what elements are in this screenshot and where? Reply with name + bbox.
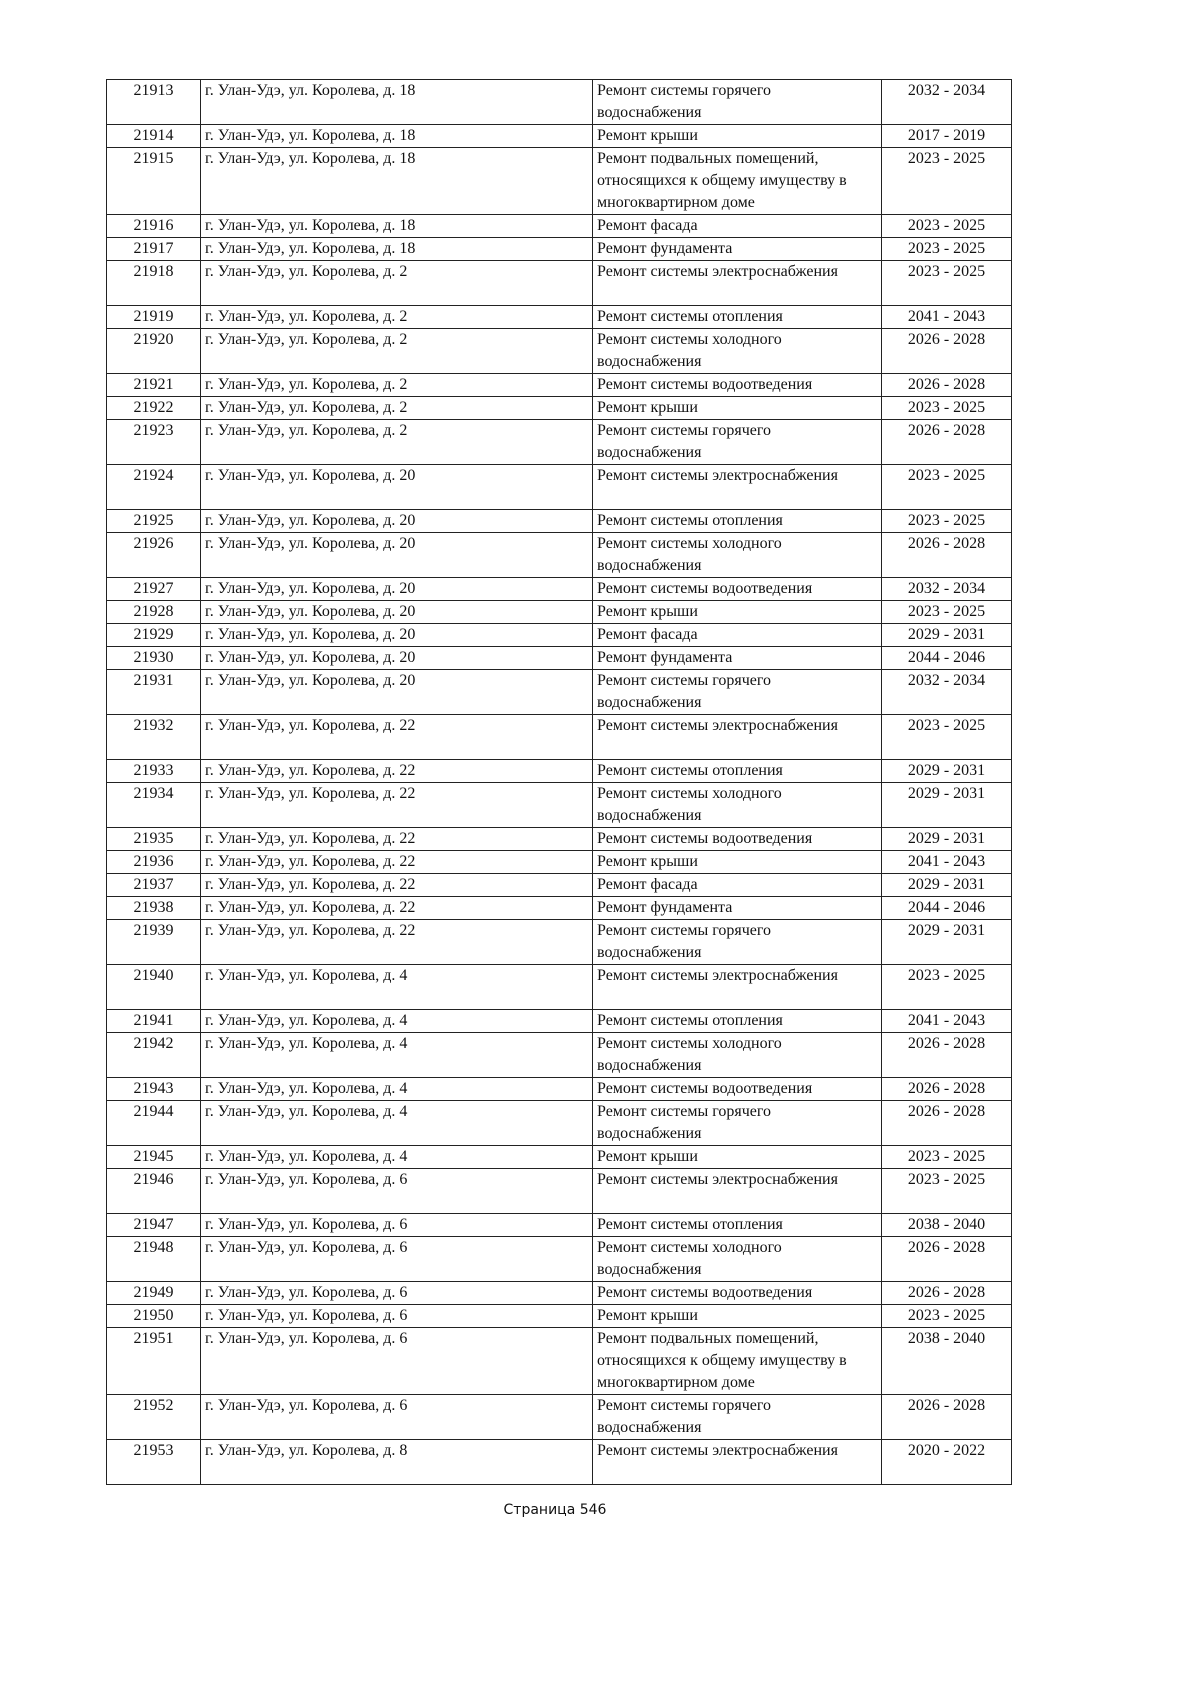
work-type-cell: Ремонт фундамента <box>593 647 882 670</box>
row-number-cell: 21923 <box>107 420 201 465</box>
table-row <box>107 1328 1012 1395</box>
address-cell: г. Улан-Удэ, ул. Королева, д. 22 <box>201 828 593 851</box>
table-row <box>107 578 1012 601</box>
table-row <box>107 1169 1012 1214</box>
address-cell: г. Улан-Удэ, ул. Королева, д. 22 <box>201 783 593 828</box>
table-row <box>107 874 1012 897</box>
row-number-cell: 21937 <box>107 874 201 897</box>
row-number-cell: 21927 <box>107 578 201 601</box>
period-cell: 2023 - 2025 <box>882 965 1012 1010</box>
period-cell: 2041 - 2043 <box>882 306 1012 329</box>
address-cell: г. Улан-Удэ, ул. Королева, д. 22 <box>201 920 593 965</box>
table-row <box>107 329 1012 374</box>
address-cell: г. Улан-Удэ, ул. Королева, д. 2 <box>201 420 593 465</box>
address-cell: г. Улан-Удэ, ул. Королева, д. 22 <box>201 897 593 920</box>
row-number-cell: 21938 <box>107 897 201 920</box>
period-cell: 2038 - 2040 <box>882 1328 1012 1395</box>
work-type-cell: Ремонт системы электроснабжения <box>593 465 882 510</box>
row-number-cell: 21921 <box>107 374 201 397</box>
period-cell: 2023 - 2025 <box>882 715 1012 760</box>
row-number-cell: 21935 <box>107 828 201 851</box>
table-row <box>107 397 1012 420</box>
period-cell: 2029 - 2031 <box>882 828 1012 851</box>
work-type-cell: Ремонт системы электроснабжения <box>593 261 882 306</box>
work-type-cell: Ремонт системы горячего водоснабжения <box>593 670 882 715</box>
period-cell: 2029 - 2031 <box>882 874 1012 897</box>
period-cell: 2023 - 2025 <box>882 1305 1012 1328</box>
row-number-cell: 21915 <box>107 148 201 215</box>
row-number-cell: 21948 <box>107 1237 201 1282</box>
work-type-cell: Ремонт системы холодного водоснабжения <box>593 533 882 578</box>
period-cell: 2023 - 2025 <box>882 261 1012 306</box>
row-number-cell: 21942 <box>107 1033 201 1078</box>
row-number-cell: 21945 <box>107 1146 201 1169</box>
table-row <box>107 1237 1012 1282</box>
period-cell: 2026 - 2028 <box>882 1282 1012 1305</box>
work-type-cell: Ремонт системы водоотведения <box>593 1078 882 1101</box>
work-type-cell: Ремонт системы отопления <box>593 306 882 329</box>
row-number-cell: 21929 <box>107 624 201 647</box>
period-cell: 2026 - 2028 <box>882 374 1012 397</box>
address-cell: г. Улан-Удэ, ул. Королева, д. 18 <box>201 125 593 148</box>
work-type-cell: Ремонт системы водоотведения <box>593 374 882 397</box>
row-number-cell: 21931 <box>107 670 201 715</box>
address-cell: г. Улан-Удэ, ул. Королева, д. 22 <box>201 760 593 783</box>
address-cell: г. Улан-Удэ, ул. Королева, д. 4 <box>201 1078 593 1101</box>
table-row <box>107 783 1012 828</box>
work-type-cell: Ремонт фасада <box>593 624 882 647</box>
row-number-cell: 21926 <box>107 533 201 578</box>
period-cell: 2044 - 2046 <box>882 897 1012 920</box>
period-cell: 2023 - 2025 <box>882 601 1012 624</box>
period-cell: 2023 - 2025 <box>882 510 1012 533</box>
work-type-cell: Ремонт фундамента <box>593 238 882 261</box>
table-row <box>107 80 1012 125</box>
table-row <box>107 510 1012 533</box>
address-cell: г. Улан-Удэ, ул. Королева, д. 2 <box>201 306 593 329</box>
row-number-cell: 21944 <box>107 1101 201 1146</box>
row-number-cell: 21917 <box>107 238 201 261</box>
row-number-cell: 21952 <box>107 1395 201 1440</box>
table-row <box>107 215 1012 238</box>
table-row <box>107 374 1012 397</box>
period-cell: 2044 - 2046 <box>882 647 1012 670</box>
work-type-cell: Ремонт крыши <box>593 397 882 420</box>
work-type-cell: Ремонт подвальных помещений, относящихся к общему имуществу в многоквартирном доме <box>593 1328 882 1395</box>
row-number-cell: 21914 <box>107 125 201 148</box>
table-row <box>107 420 1012 465</box>
row-number-cell: 21918 <box>107 261 201 306</box>
period-cell: 2026 - 2028 <box>882 533 1012 578</box>
period-cell: 2023 - 2025 <box>882 397 1012 420</box>
table-row <box>107 148 1012 215</box>
address-cell: г. Улан-Удэ, ул. Королева, д. 20 <box>201 670 593 715</box>
table-row <box>107 1078 1012 1101</box>
address-cell: г. Улан-Удэ, ул. Королева, д. 20 <box>201 510 593 533</box>
address-cell: г. Улан-Удэ, ул. Королева, д. 6 <box>201 1395 593 1440</box>
table-row <box>107 1395 1012 1440</box>
table-row <box>107 306 1012 329</box>
work-type-cell: Ремонт системы электроснабжения <box>593 1440 882 1485</box>
period-cell: 2038 - 2040 <box>882 1214 1012 1237</box>
work-type-cell: Ремонт крыши <box>593 601 882 624</box>
address-cell: г. Улан-Удэ, ул. Королева, д. 20 <box>201 533 593 578</box>
address-cell: г. Улан-Удэ, ул. Королева, д. 6 <box>201 1305 593 1328</box>
period-cell: 2017 - 2019 <box>882 125 1012 148</box>
period-cell: 2041 - 2043 <box>882 851 1012 874</box>
table-row <box>107 851 1012 874</box>
table-row <box>107 1282 1012 1305</box>
row-number-cell: 21946 <box>107 1169 201 1214</box>
address-cell: г. Улан-Удэ, ул. Королева, д. 20 <box>201 647 593 670</box>
table-row <box>107 1305 1012 1328</box>
row-number-cell: 21949 <box>107 1282 201 1305</box>
row-number-cell: 21930 <box>107 647 201 670</box>
table-row <box>107 760 1012 783</box>
period-cell: 2029 - 2031 <box>882 760 1012 783</box>
row-number-cell: 21941 <box>107 1010 201 1033</box>
address-cell: г. Улан-Удэ, ул. Королева, д. 18 <box>201 148 593 215</box>
table-row <box>107 920 1012 965</box>
work-type-cell: Ремонт подвальных помещений, относящихся к общему имуществу в многоквартирном доме <box>593 148 882 215</box>
address-cell: г. Улан-Удэ, ул. Королева, д. 22 <box>201 715 593 760</box>
period-cell: 2026 - 2028 <box>882 1033 1012 1078</box>
period-cell: 2023 - 2025 <box>882 1146 1012 1169</box>
work-type-cell: Ремонт крыши <box>593 851 882 874</box>
row-number-cell: 21951 <box>107 1328 201 1395</box>
table-row <box>107 624 1012 647</box>
table-row <box>107 1214 1012 1237</box>
address-cell: г. Улан-Удэ, ул. Королева, д. 2 <box>201 374 593 397</box>
work-type-cell: Ремонт системы отопления <box>593 510 882 533</box>
period-cell: 2026 - 2028 <box>882 329 1012 374</box>
period-cell: 2032 - 2034 <box>882 80 1012 125</box>
address-cell: г. Улан-Удэ, ул. Королева, д. 22 <box>201 874 593 897</box>
address-cell: г. Улан-Удэ, ул. Королева, д. 18 <box>201 215 593 238</box>
period-cell: 2026 - 2028 <box>882 1078 1012 1101</box>
period-cell: 2026 - 2028 <box>882 1237 1012 1282</box>
address-cell: г. Улан-Удэ, ул. Королева, д. 4 <box>201 1101 593 1146</box>
address-cell: г. Улан-Удэ, ул. Королева, д. 2 <box>201 397 593 420</box>
work-type-cell: Ремонт системы водоотведения <box>593 578 882 601</box>
table-row <box>107 1440 1012 1485</box>
period-cell: 2029 - 2031 <box>882 624 1012 647</box>
period-cell: 2023 - 2025 <box>882 1169 1012 1214</box>
work-type-cell: Ремонт системы отопления <box>593 1010 882 1033</box>
table-row <box>107 1146 1012 1169</box>
period-cell: 2026 - 2028 <box>882 1395 1012 1440</box>
table-row <box>107 897 1012 920</box>
row-number-cell: 21934 <box>107 783 201 828</box>
row-number-cell: 21943 <box>107 1078 201 1101</box>
address-cell: г. Улан-Удэ, ул. Королева, д. 18 <box>201 80 593 125</box>
row-number-cell: 21947 <box>107 1214 201 1237</box>
row-number-cell: 21940 <box>107 965 201 1010</box>
row-number-cell: 21932 <box>107 715 201 760</box>
address-cell: г. Улан-Удэ, ул. Королева, д. 22 <box>201 851 593 874</box>
row-number-cell: 21925 <box>107 510 201 533</box>
table-row <box>107 261 1012 306</box>
address-cell: г. Улан-Удэ, ул. Королева, д. 20 <box>201 624 593 647</box>
page-number: Страница 546 <box>503 1502 607 1518</box>
work-type-cell: Ремонт системы горячего водоснабжения <box>593 420 882 465</box>
row-number-cell: 21916 <box>107 215 201 238</box>
work-type-cell: Ремонт фундамента <box>593 897 882 920</box>
address-cell: г. Улан-Удэ, ул. Королева, д. 6 <box>201 1214 593 1237</box>
address-cell: г. Улан-Удэ, ул. Королева, д. 2 <box>201 261 593 306</box>
table-row <box>107 1101 1012 1146</box>
table-row <box>107 828 1012 851</box>
address-cell: г. Улан-Удэ, ул. Королева, д. 6 <box>201 1282 593 1305</box>
table-row <box>107 670 1012 715</box>
address-cell: г. Улан-Удэ, ул. Королева, д. 20 <box>201 578 593 601</box>
address-cell: г. Улан-Удэ, ул. Королева, д. 4 <box>201 1033 593 1078</box>
work-type-cell: Ремонт системы водоотведения <box>593 1282 882 1305</box>
period-cell: 2023 - 2025 <box>882 238 1012 261</box>
work-type-cell: Ремонт крыши <box>593 1305 882 1328</box>
work-type-cell: Ремонт системы холодного водоснабжения <box>593 1237 882 1282</box>
table-row <box>107 125 1012 148</box>
address-cell: г. Улан-Удэ, ул. Королева, д. 2 <box>201 329 593 374</box>
row-number-cell: 21953 <box>107 1440 201 1485</box>
address-cell: г. Улан-Удэ, ул. Королева, д. 6 <box>201 1169 593 1214</box>
table-row <box>107 647 1012 670</box>
work-type-cell: Ремонт системы отопления <box>593 760 882 783</box>
row-number-cell: 21919 <box>107 306 201 329</box>
table-row <box>107 533 1012 578</box>
work-type-cell: Ремонт системы электроснабжения <box>593 965 882 1010</box>
work-type-cell: Ремонт системы холодного водоснабжения <box>593 329 882 374</box>
work-type-cell: Ремонт фасада <box>593 215 882 238</box>
work-type-cell: Ремонт крыши <box>593 1146 882 1169</box>
work-type-cell: Ремонт системы холодного водоснабжения <box>593 783 882 828</box>
work-type-cell: Ремонт крыши <box>593 125 882 148</box>
work-type-cell: Ремонт системы горячего водоснабжения <box>593 1395 882 1440</box>
row-number-cell: 21950 <box>107 1305 201 1328</box>
table-row <box>107 965 1012 1010</box>
work-type-cell: Ремонт системы горячего водоснабжения <box>593 920 882 965</box>
period-cell: 2032 - 2034 <box>882 578 1012 601</box>
row-number-cell: 21922 <box>107 397 201 420</box>
row-number-cell: 21928 <box>107 601 201 624</box>
period-cell: 2032 - 2034 <box>882 670 1012 715</box>
period-cell: 2026 - 2028 <box>882 420 1012 465</box>
period-cell: 2023 - 2025 <box>882 215 1012 238</box>
work-type-cell: Ремонт системы горячего водоснабжения <box>593 80 882 125</box>
row-number-cell: 21920 <box>107 329 201 374</box>
work-type-cell: Ремонт системы электроснабжения <box>593 1169 882 1214</box>
period-cell: 2026 - 2028 <box>882 1101 1012 1146</box>
period-cell: 2023 - 2025 <box>882 148 1012 215</box>
repair-schedule-table <box>106 79 1012 1485</box>
address-cell: г. Улан-Удэ, ул. Королева, д. 4 <box>201 965 593 1010</box>
period-cell: 2023 - 2025 <box>882 465 1012 510</box>
work-type-cell: Ремонт системы отопления <box>593 1214 882 1237</box>
address-cell: г. Улан-Удэ, ул. Королева, д. 20 <box>201 601 593 624</box>
table-row <box>107 465 1012 510</box>
period-cell: 2029 - 2031 <box>882 920 1012 965</box>
work-type-cell: Ремонт системы водоотведения <box>593 828 882 851</box>
address-cell: г. Улан-Удэ, ул. Королева, д. 20 <box>201 465 593 510</box>
row-number-cell: 21924 <box>107 465 201 510</box>
table-body <box>107 80 1012 1485</box>
address-cell: г. Улан-Удэ, ул. Королева, д. 4 <box>201 1010 593 1033</box>
row-number-cell: 21933 <box>107 760 201 783</box>
address-cell: г. Улан-Удэ, ул. Королева, д. 8 <box>201 1440 593 1485</box>
row-number-cell: 21936 <box>107 851 201 874</box>
work-type-cell: Ремонт системы электроснабжения <box>593 715 882 760</box>
table-row <box>107 601 1012 624</box>
table-row <box>107 1010 1012 1033</box>
table-row <box>107 1033 1012 1078</box>
period-cell: 2041 - 2043 <box>882 1010 1012 1033</box>
work-type-cell: Ремонт фасада <box>593 874 882 897</box>
address-cell: г. Улан-Удэ, ул. Королева, д. 6 <box>201 1328 593 1395</box>
address-cell: г. Улан-Удэ, ул. Королева, д. 4 <box>201 1146 593 1169</box>
row-number-cell: 21939 <box>107 920 201 965</box>
address-cell: г. Улан-Удэ, ул. Королева, д. 6 <box>201 1237 593 1282</box>
table-row <box>107 238 1012 261</box>
row-number-cell: 21913 <box>107 80 201 125</box>
table-row <box>107 715 1012 760</box>
work-type-cell: Ремонт системы холодного водоснабжения <box>593 1033 882 1078</box>
work-type-cell: Ремонт системы горячего водоснабжения <box>593 1101 882 1146</box>
period-cell: 2029 - 2031 <box>882 783 1012 828</box>
address-cell: г. Улан-Удэ, ул. Королева, д. 18 <box>201 238 593 261</box>
period-cell: 2020 - 2022 <box>882 1440 1012 1485</box>
